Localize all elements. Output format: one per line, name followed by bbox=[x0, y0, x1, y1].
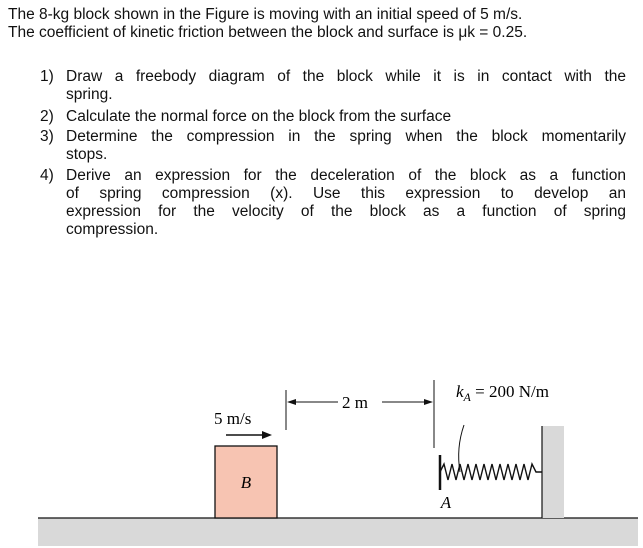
spring-constant-label bbox=[456, 382, 549, 404]
intro-line-2: The coefficient of kinetic friction between the block and surface is μk = 0.25. bbox=[8, 24, 528, 41]
block-label: B bbox=[240, 473, 252, 492]
spring-label: A bbox=[440, 493, 452, 512]
question-line: spring. bbox=[66, 86, 113, 103]
dimension-arrow-left bbox=[287, 399, 296, 405]
question-number: 1) bbox=[40, 68, 54, 85]
question-number: 4) bbox=[40, 167, 54, 184]
question-number: 3) bbox=[40, 128, 54, 145]
intro-line-1: The 8-kg block shown in the Figure is moving with an initial speed of 5 m/s. bbox=[8, 6, 523, 23]
k-symbol: k bbox=[456, 382, 464, 401]
wall bbox=[542, 426, 564, 518]
question-line: stops. bbox=[66, 146, 108, 163]
dimension-arrow-right bbox=[424, 399, 433, 405]
question-line: Calculate the normal force on the block from the surface bbox=[66, 108, 452, 125]
k-subscript: A bbox=[463, 390, 471, 404]
question-number: 2) bbox=[40, 108, 54, 125]
spring-coil bbox=[440, 464, 542, 480]
question-line: compression. bbox=[66, 221, 159, 238]
distance-label: 2 m bbox=[342, 393, 368, 412]
question-line: Determine the compression in the spring when the block momentarily bbox=[66, 128, 626, 145]
velocity-label: 5 m/s bbox=[214, 409, 252, 428]
k-value: = 200 N/m bbox=[470, 382, 549, 401]
question-line: expression for the velocity of the block as a function of spring bbox=[66, 203, 626, 220]
question-line: Draw a freebody diagram of the block while it is in contact with the bbox=[66, 68, 626, 85]
velocity-arrowhead bbox=[262, 431, 272, 439]
question-line: Derive an expression for the deceleration of the block as a function bbox=[66, 167, 626, 184]
ground-surface bbox=[38, 518, 638, 546]
question-line: of spring compression (x). Use this expression to develop an bbox=[66, 185, 626, 202]
